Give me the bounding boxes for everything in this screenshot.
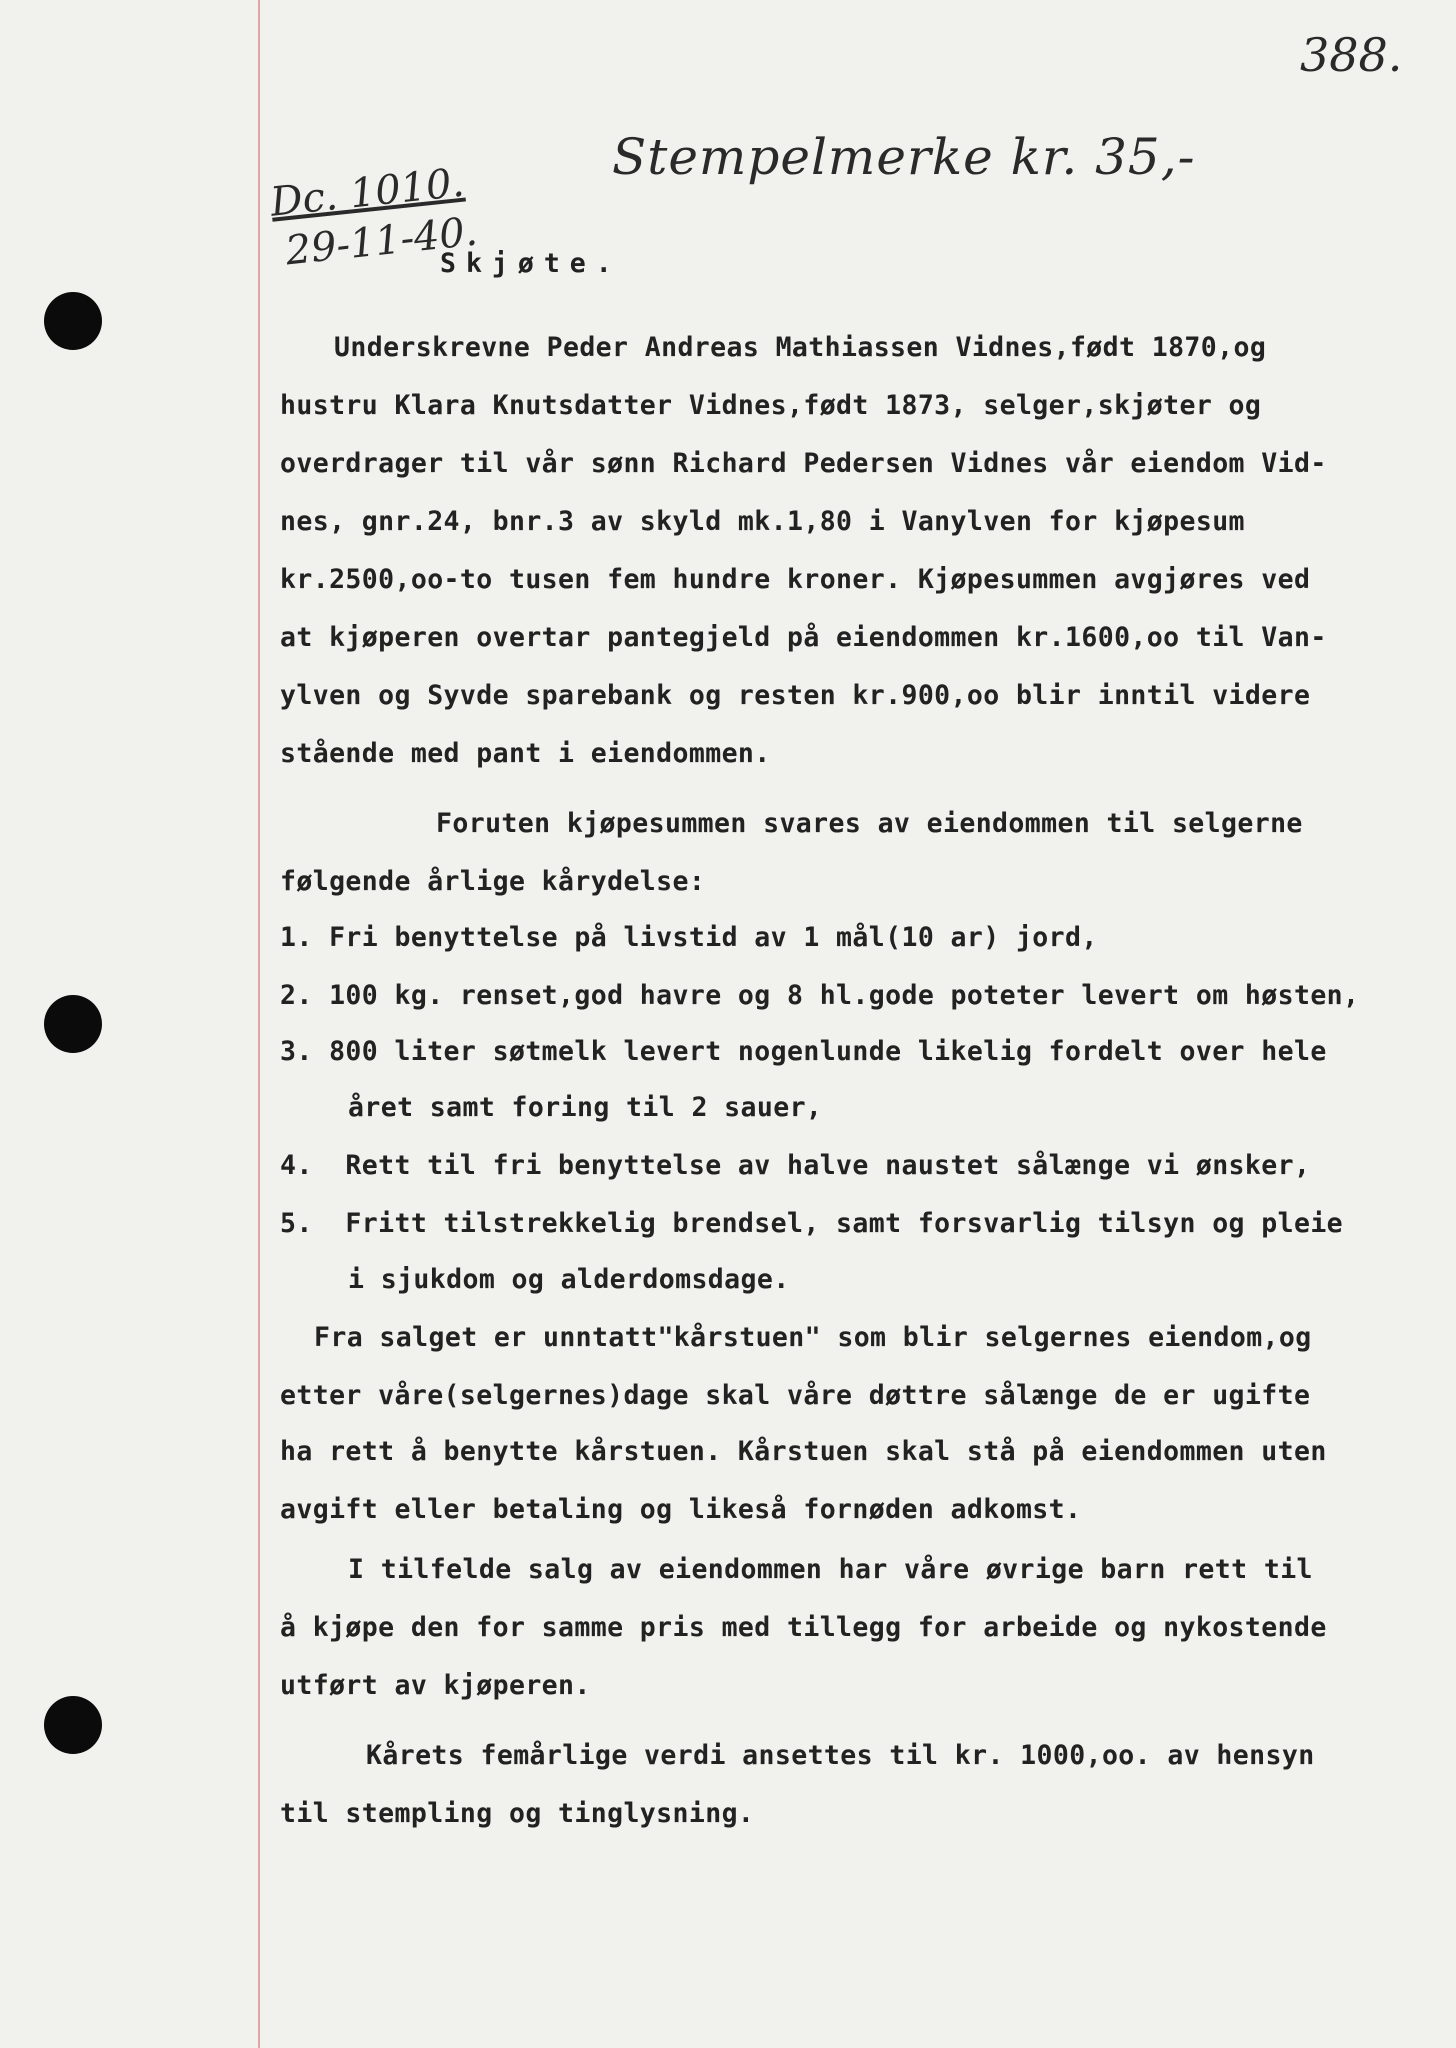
text-line: utført av kjøperen. (280, 1670, 591, 1701)
text-line: året samt foring til 2 sauer, (348, 1092, 823, 1123)
text-line: til stempling og tinglysning. (280, 1798, 755, 1829)
list-item: 3. 800 liter søtmelk levert nogenlunde likelig fordelt over hele (280, 1036, 1327, 1067)
page-number: 388. (1300, 28, 1403, 82)
text-line: følgende årlige kårydelse: (280, 866, 706, 897)
text-line: avgift eller betaling og likeså fornøden adkomst. (280, 1494, 1082, 1525)
stamp-note: Stempelmerke kr. 35,- (612, 128, 1196, 186)
punch-hole (44, 995, 102, 1053)
document-title: Skjøte. (440, 248, 622, 279)
text-line: ha rett å benytte kårstuen. Kårstuen skal stå på eiendommen uten (280, 1436, 1327, 1467)
text-line: Underskrevne Peder Andreas Mathiassen Vidnes,født 1870,og (334, 332, 1267, 363)
text-line: nes, gnr.24, bnr.3 av skyld mk.1,80 i Vanylven for kjøpesum (280, 506, 1245, 537)
text-line: hustru Klara Knutsdatter Vidnes,født 1873, selger,skjøter og (280, 390, 1262, 421)
text-line: I tilfelde salg av eiendommen har våre øvrige barn rett til (348, 1554, 1313, 1585)
list-item: 1. Fri benyttelse på livstid av 1 mål(10 ar) jord, (280, 922, 1098, 953)
punch-hole (44, 1696, 102, 1754)
text-line: kr.2500,oo-to tusen fem hundre kroner. Kjøpesummen avgjøres ved (280, 564, 1311, 595)
margin-line (258, 0, 260, 2048)
text-line: stående med pant i eiendommen. (280, 738, 771, 769)
text-line: Kårets femårlige verdi ansettes til kr. 1000,oo. av hensyn (366, 1740, 1315, 1771)
list-item: 5. Fritt tilstrekkelig brendsel, samt forsvarlig tilsyn og pleie (280, 1208, 1344, 1239)
text-line: Foruten kjøpesummen svares av eiendommen til selgerne (436, 808, 1303, 839)
list-item: 2. 100 kg. renset,god havre og 8 hl.gode poteter levert om høsten, (280, 980, 1360, 1011)
text-line: at kjøperen overtar pantegjeld på eiendommen kr.1600,oo til Van- (280, 622, 1327, 653)
punch-hole (44, 292, 102, 350)
text-line: i sjukdom og alderdomsdage. (348, 1264, 790, 1295)
text-line: ylven og Syvde sparebank og resten kr.900,oo blir inntil videre (280, 680, 1311, 711)
list-item: 4. Rett til fri benyttelse av halve naustet sålænge vi ønsker, (280, 1150, 1311, 1181)
document-number: Dc. 1010. (268, 159, 467, 226)
text-line: å kjøpe den for samme pris med tillegg for arbeide og nykostende (280, 1612, 1327, 1643)
text-line: Fra salget er unntatt"kårstuen" som blir selgernes eiendom,og (314, 1322, 1312, 1353)
document-date: 29-11-40. (283, 208, 480, 275)
text-line: etter våre(selgernes)dage skal våre døttre sålænge de er ugifte (280, 1380, 1311, 1411)
text-line: overdrager til vår sønn Richard Pedersen Vidnes vår eiendom Vid- (280, 448, 1327, 479)
